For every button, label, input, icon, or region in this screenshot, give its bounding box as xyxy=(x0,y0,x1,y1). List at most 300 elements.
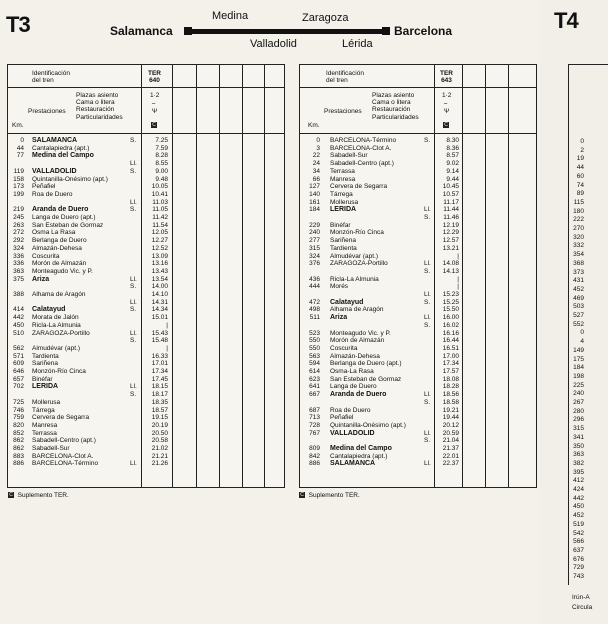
edge-footnote-2: Circula xyxy=(572,604,593,611)
edge-km: 19 xyxy=(576,155,584,163)
edge-km: 676 xyxy=(573,555,584,563)
col-divider xyxy=(264,65,265,487)
row-km: 886 xyxy=(309,460,320,468)
row-arr-dep: S. xyxy=(424,267,431,275)
edge-km: 198 xyxy=(573,372,584,380)
row-km: 563 xyxy=(309,352,320,360)
row-time: 7.25 xyxy=(155,137,168,144)
route-destination: Barcelona xyxy=(394,24,453,38)
table-code-t4: T4 xyxy=(554,8,578,33)
row-station: LERIDA xyxy=(330,206,357,214)
row-station: Cervera de Segarra xyxy=(330,183,388,191)
prestaciones-label: Prestaciones xyxy=(324,108,362,115)
edge-km: 0 xyxy=(580,138,584,145)
edge-km: 115 xyxy=(573,198,584,206)
row-station: Aranda de Duero xyxy=(330,391,387,399)
row-km: 442 xyxy=(13,314,24,322)
row-time: 17.01 xyxy=(151,360,168,368)
col-divider xyxy=(141,65,142,487)
row-time: 13.09 xyxy=(151,252,168,260)
row-station: Langa de Duero (apt.) xyxy=(32,214,96,221)
row-km: 272 xyxy=(13,229,24,237)
row-km: 767 xyxy=(309,429,320,437)
row-time: 11.03 xyxy=(152,198,168,206)
row-station: San Esteban de Gormaz xyxy=(330,375,402,383)
row-km: 886 xyxy=(13,460,24,468)
row-time: 12.57 xyxy=(442,237,459,245)
row-station: Ricla-La Almunia xyxy=(32,321,81,329)
row-km: 363 xyxy=(13,267,24,275)
edge-km: 450 xyxy=(573,503,584,511)
prestaciones-label: Prestaciones xyxy=(28,108,66,115)
row-time: 15.50 xyxy=(442,306,459,314)
row-km: 609 xyxy=(13,360,24,368)
row-time: 9.44 xyxy=(446,175,459,183)
col-divider xyxy=(172,65,173,487)
row-km: 158 xyxy=(13,175,24,183)
edge-km: 332 xyxy=(573,242,584,250)
row-km: 759 xyxy=(13,414,24,422)
row-time: 14.00 xyxy=(151,283,168,291)
row-time: | xyxy=(457,275,459,283)
plazas-labels: Plazas asiento Cama o litera Restauración Particularidades xyxy=(372,92,419,121)
row-station: Langa de Duero xyxy=(330,383,377,391)
table-code-t3: T3 xyxy=(6,12,30,37)
row-km: 511 xyxy=(309,314,320,322)
row-km: 746 xyxy=(13,406,24,414)
row-arr-dep: S. xyxy=(424,214,431,221)
row-station: Cantalapiedra (apt.) xyxy=(32,144,90,152)
row-km: 472 xyxy=(309,298,320,306)
row-time: 13.21 xyxy=(442,244,459,252)
edge-km: 60 xyxy=(576,172,584,180)
row-time: 17.45 xyxy=(151,375,168,383)
edge-footnote-1: Irún-A xyxy=(572,594,590,601)
row-km: 444 xyxy=(309,283,320,291)
edge-km: 74 xyxy=(576,181,584,189)
row-arr-dep: Ll. xyxy=(130,160,137,168)
row-arr-dep: S. xyxy=(130,283,137,291)
row-time: 21.21 xyxy=(151,452,168,460)
row-km: 550 xyxy=(309,337,320,345)
row-time: 7.59 xyxy=(155,144,168,152)
edge-km: 0 xyxy=(580,329,584,337)
plazas-values: 1·2 xyxy=(442,92,452,99)
row-station: Tárrega xyxy=(32,406,55,414)
supplement-icon: C xyxy=(444,121,448,128)
col-divider xyxy=(462,65,463,487)
row-km: 713 xyxy=(309,414,320,422)
col-divider xyxy=(196,65,197,487)
edge-km: 469 xyxy=(573,294,584,302)
row-station: Almudévar (apt.) xyxy=(32,344,81,352)
row-time: 21.37 xyxy=(442,445,459,452)
row-time: 21.02 xyxy=(151,445,168,452)
ident-label: Identificación del tren xyxy=(326,70,364,85)
row-km: 245 xyxy=(13,214,24,221)
row-km: 0 xyxy=(316,137,320,144)
row-km: 571 xyxy=(13,352,24,360)
row-km: 0 xyxy=(20,137,24,144)
row-time: 18.15 xyxy=(151,383,168,391)
row-km: 820 xyxy=(13,421,24,429)
row-arr-dep: S. xyxy=(424,437,431,445)
row-arr-dep: Ll. xyxy=(424,314,431,322)
row-station: ZARAGOZA-Portillo xyxy=(32,329,90,337)
row-time: 8.28 xyxy=(155,152,168,160)
row-station: Alhama de Aragón xyxy=(32,291,86,298)
train-number: TER 643 xyxy=(440,70,453,85)
row-time: 16.00 xyxy=(442,314,459,322)
row-time: 16.02 xyxy=(442,321,459,329)
row-station: BARCELONA-Término xyxy=(32,460,99,468)
edge-km: 341 xyxy=(573,433,584,441)
row-km: 22 xyxy=(312,152,320,160)
edge-km: 4 xyxy=(580,338,584,346)
row-km: 614 xyxy=(309,368,320,375)
row-arr-dep: S. xyxy=(424,398,431,406)
row-station: Ricla-La Almunia xyxy=(330,275,379,283)
row-station: Mollerusa xyxy=(32,398,61,406)
row-km: 184 xyxy=(309,206,320,214)
row-time: 8.57 xyxy=(446,152,459,160)
row-km: 842 xyxy=(309,452,320,460)
row-station: Osma La Rasa xyxy=(32,229,76,237)
row-km: 292 xyxy=(13,237,24,245)
footnote-text: Suplemento TER. xyxy=(17,492,69,499)
edge-km: 270 xyxy=(573,225,584,232)
row-km: 173 xyxy=(13,183,24,191)
row-station: Alhama de Aragón xyxy=(330,306,384,314)
row-station: Berlanga de Duero (apt.) xyxy=(330,360,402,368)
row-station: Sabadell-Sur xyxy=(32,445,70,452)
row-time: 22.01 xyxy=(442,452,459,460)
row-station: Peñafiel xyxy=(32,183,56,191)
row-time: 15.25 xyxy=(442,298,459,306)
row-km: 336 xyxy=(13,252,24,260)
supplement-icon: C xyxy=(9,492,13,499)
row-station: Morata de Jalón xyxy=(32,314,79,322)
row-km: 657 xyxy=(13,375,24,383)
row-km: 44 xyxy=(16,144,24,152)
row-station: Monzón-Río Cinca xyxy=(32,368,86,375)
row-time: 19.21 xyxy=(442,406,459,414)
row-arr-dep: Ll. xyxy=(130,275,137,283)
edge-km: 2 xyxy=(580,146,584,154)
edge-km: 382 xyxy=(573,459,584,467)
row-station: Quintanilla-Onésimo (apt.) xyxy=(32,175,108,183)
supplement-icon: C xyxy=(152,121,156,128)
row-station: Roa de Duero xyxy=(330,406,371,414)
timetable-right xyxy=(299,64,537,488)
edge-km: 442 xyxy=(573,494,584,502)
row-arr-dep: Ll. xyxy=(424,206,431,214)
row-km: 199 xyxy=(13,190,24,198)
row-km: 852 xyxy=(13,429,24,437)
edge-km: 503 xyxy=(573,303,584,311)
edge-km: 184 xyxy=(573,364,584,372)
route-stop-lerida: Lérida xyxy=(342,38,373,50)
row-km: 623 xyxy=(309,375,320,383)
row-time: 18.17 xyxy=(151,391,168,399)
row-station: Osma-La Rasa xyxy=(330,368,374,375)
row-km: 376 xyxy=(309,260,320,268)
footnote-text: Suplemento TER. xyxy=(308,492,360,499)
route-end-marker xyxy=(382,27,390,35)
edge-km: 373 xyxy=(573,268,584,276)
row-station: Almazán-Dehesa xyxy=(330,352,380,360)
row-km: 510 xyxy=(13,329,24,337)
cama-icon: ⎯ xyxy=(444,100,448,107)
row-km: 667 xyxy=(309,391,320,399)
edge-km: 315 xyxy=(573,425,584,433)
row-km: 127 xyxy=(309,183,320,191)
edge-km: 552 xyxy=(573,320,584,328)
row-station: Roa de Duero xyxy=(32,190,73,198)
row-time: 8.36 xyxy=(446,144,459,152)
row-km: 161 xyxy=(309,198,320,206)
row-km: 263 xyxy=(13,221,24,229)
row-time: 9.00 xyxy=(155,167,168,175)
row-time: 20.50 xyxy=(151,429,168,437)
row-station: VALLADOLID xyxy=(32,167,77,175)
row-station: Peñafiel xyxy=(330,414,354,422)
row-station: Manresa xyxy=(330,175,356,183)
col-divider xyxy=(434,65,435,487)
edge-km: 452 xyxy=(573,285,584,293)
col-divider xyxy=(242,65,243,487)
row-station: Sariñena xyxy=(32,360,59,368)
row-time: 17.34 xyxy=(442,360,459,368)
edge-km: 175 xyxy=(573,355,584,363)
row-time: 14.13 xyxy=(442,267,459,275)
row-km: 436 xyxy=(309,275,320,283)
row-station: Berlanga de Duero xyxy=(32,237,87,245)
row-time: | xyxy=(166,344,168,352)
edge-km: 320 xyxy=(573,233,584,241)
row-station: Monzón-Río Cinca xyxy=(330,229,384,237)
edge-km: 354 xyxy=(573,251,584,259)
edge-km: 424 xyxy=(573,486,584,493)
row-km: 641 xyxy=(309,383,320,391)
row-time: 21.04 xyxy=(442,437,459,445)
row-time: 18.58 xyxy=(442,398,459,406)
row-km: 883 xyxy=(13,452,24,460)
route-start-marker xyxy=(184,27,192,35)
row-station: Cervera de Segarra xyxy=(32,414,90,422)
row-station: Medina del Campo xyxy=(330,445,392,452)
row-km: 229 xyxy=(309,221,320,229)
row-station: Morés xyxy=(330,283,349,291)
train-number: TER 640 xyxy=(148,70,161,85)
row-km: 240 xyxy=(309,229,320,237)
edge-km: 729 xyxy=(573,564,584,572)
edge-km: 240 xyxy=(573,390,584,398)
row-station: Quintanilla-Onésimo (apt.) xyxy=(330,421,406,429)
row-station: LERIDA xyxy=(32,383,59,391)
edge-km: 452 xyxy=(573,512,584,520)
row-km: 594 xyxy=(309,360,320,368)
route-stop-valladolid: Valladolid xyxy=(250,38,297,50)
row-station: BARCELONA-Término xyxy=(330,137,397,144)
edge-km: 368 xyxy=(573,259,584,267)
row-station: Morón de Almazán xyxy=(32,260,87,268)
row-time: 10.05 xyxy=(151,183,168,191)
edge-km: 267 xyxy=(573,399,584,406)
row-km: 728 xyxy=(309,421,320,429)
row-station: Tardienta xyxy=(330,244,357,252)
row-station: Sariñena xyxy=(330,237,357,245)
row-arr-dep: S. xyxy=(130,391,137,399)
row-time: 22.37 xyxy=(442,460,459,468)
row-time: 14.34 xyxy=(151,306,168,314)
row-time: 12.19 xyxy=(442,221,459,229)
row-station: Almazán-Dehesa xyxy=(32,244,82,252)
row-km: 862 xyxy=(13,445,24,452)
edge-km: 89 xyxy=(576,190,584,198)
row-station: SALAMANCA xyxy=(32,137,78,144)
row-arr-dep: Ll. xyxy=(424,391,431,399)
row-km: 646 xyxy=(13,368,24,375)
row-time: 20.59 xyxy=(442,429,459,437)
row-station: Sabadell-Centro (apt.) xyxy=(330,160,394,168)
row-station: Medina del Campo xyxy=(32,152,94,160)
row-time: 17.00 xyxy=(442,352,459,360)
row-arr-dep: Ll. xyxy=(424,429,431,437)
row-station: Manresa xyxy=(32,421,58,429)
row-km: 140 xyxy=(309,190,320,198)
row-km: 388 xyxy=(13,291,24,298)
col-divider xyxy=(219,65,220,487)
row-time: 9.48 xyxy=(155,175,168,183)
row-km: 702 xyxy=(13,383,24,391)
next-page-edge xyxy=(540,0,608,624)
row-arr-dep: Ll. xyxy=(130,383,137,391)
row-arr-dep: Ll. xyxy=(424,460,431,468)
row-time: 18.08 xyxy=(442,375,459,383)
row-station: Morón de Almazán xyxy=(330,337,385,345)
restaurant-icon: Ψ xyxy=(152,108,158,115)
row-time: 9.14 xyxy=(446,167,459,175)
row-km: 809 xyxy=(309,445,320,452)
row-station: Monteagudo Vic. y P. xyxy=(330,329,391,337)
row-time: 11.17 xyxy=(443,198,459,206)
row-station: ZARAGOZA-Portillo xyxy=(330,260,388,268)
row-time: 10.57 xyxy=(442,190,459,198)
row-time: 18.56 xyxy=(442,391,459,399)
row-station: Monteagudo Vic. y P. xyxy=(32,267,93,275)
row-divider xyxy=(8,87,284,88)
row-time: 14.10 xyxy=(151,291,168,298)
row-time: 12.27 xyxy=(151,237,168,245)
row-station: Calatayud xyxy=(32,306,66,314)
col-divider xyxy=(485,65,486,487)
col-divider xyxy=(508,65,509,487)
row-time: 16.44 xyxy=(442,337,459,345)
row-km: 315 xyxy=(309,244,320,252)
row-km: 725 xyxy=(13,398,24,406)
row-time: 8.55 xyxy=(155,160,168,168)
row-divider xyxy=(300,87,536,88)
edge-km: 566 xyxy=(573,538,584,546)
row-arr-dep: Ll. xyxy=(130,298,137,306)
row-km: 550 xyxy=(309,344,320,352)
row-time: 11.44 xyxy=(443,206,459,214)
footnote-left xyxy=(8,492,69,499)
edge-km: 395 xyxy=(573,468,584,476)
row-time: 9.02 xyxy=(446,160,459,168)
row-time: 16.33 xyxy=(151,352,168,360)
edge-km: 44 xyxy=(576,164,584,172)
row-km: 523 xyxy=(309,329,320,337)
edge-km: 180 xyxy=(573,207,584,215)
row-time: 13.54 xyxy=(151,275,168,283)
edge-km: 542 xyxy=(573,529,584,537)
row-divider xyxy=(8,133,284,134)
row-arr-dep: Ll. xyxy=(130,460,137,468)
plazas-values: 1·2 xyxy=(150,92,160,99)
cama-icon: ⎯ xyxy=(152,100,156,107)
row-km: 3 xyxy=(316,144,320,152)
row-km: 277 xyxy=(309,237,320,245)
row-km: 862 xyxy=(13,437,24,445)
row-station: San Esteban de Gormaz xyxy=(32,221,104,229)
row-time: | xyxy=(457,283,459,291)
row-time: 20.12 xyxy=(442,421,459,429)
edge-km: 149 xyxy=(573,346,584,354)
route-origin: Salamanca xyxy=(110,24,173,38)
row-arr-dep: S. xyxy=(130,137,137,144)
row-time: 19.44 xyxy=(442,414,459,422)
edge-km: 519 xyxy=(573,520,584,528)
row-station: Almudévar (apt.) xyxy=(330,252,379,260)
row-time: 14.31 xyxy=(151,298,168,306)
km-label: Km. xyxy=(12,122,24,129)
row-arr-dep: Ll. xyxy=(424,260,431,268)
row-station: Binéfar xyxy=(330,221,351,229)
row-time: 17.57 xyxy=(442,368,459,375)
row-km: 324 xyxy=(13,244,24,252)
row-time: 16.16 xyxy=(442,329,459,337)
row-time: 15.48 xyxy=(151,337,168,345)
row-time: 12.29 xyxy=(442,229,459,237)
row-km: 119 xyxy=(13,167,24,175)
route-stop-medina: Medina xyxy=(212,10,249,22)
row-arr-dep: Ll. xyxy=(424,291,431,298)
row-km: 450 xyxy=(13,321,24,329)
row-km: 24 xyxy=(312,160,320,168)
row-time: 17.34 xyxy=(151,368,168,375)
row-time: 11.42 xyxy=(152,214,168,221)
edge-km: 412 xyxy=(573,477,584,485)
row-arr-dep: Ll. xyxy=(130,198,137,206)
restaurant-icon: Ψ xyxy=(444,108,450,115)
row-station: BARCELONA-Clot A. xyxy=(330,144,392,152)
row-station: Ariza xyxy=(32,275,50,283)
row-time: 19.15 xyxy=(151,414,168,422)
row-time: 16.51 xyxy=(442,344,459,352)
row-km: 77 xyxy=(16,152,24,160)
edge-km: 280 xyxy=(573,407,584,415)
km-label: Km. xyxy=(308,122,320,129)
edge-km: 296 xyxy=(573,416,584,424)
row-station: Calatayud xyxy=(330,298,364,306)
row-arr-dep: Ll. xyxy=(130,329,137,337)
row-arr-dep: S. xyxy=(424,298,431,306)
row-station: Sabadell-Sur xyxy=(330,152,368,160)
row-time: 18.35 xyxy=(151,398,168,406)
row-km: 498 xyxy=(309,306,320,314)
